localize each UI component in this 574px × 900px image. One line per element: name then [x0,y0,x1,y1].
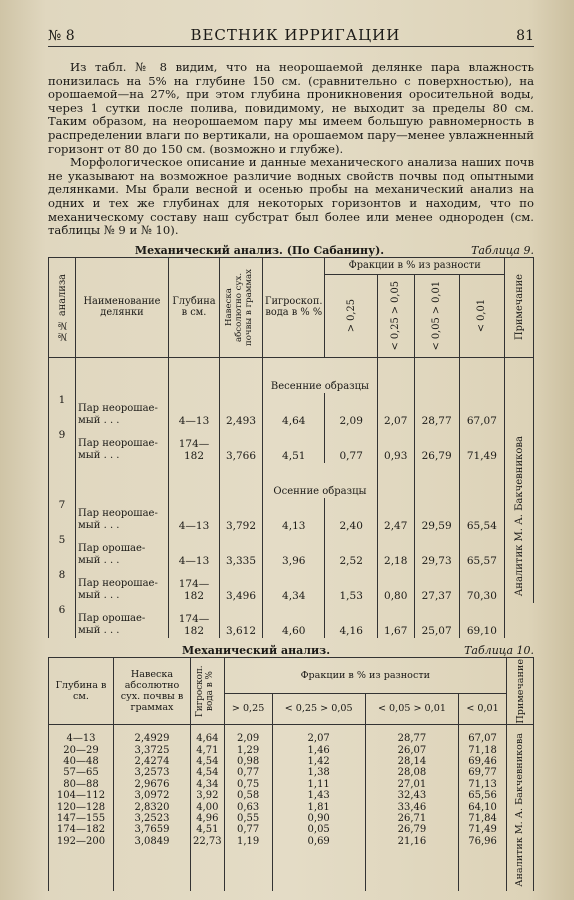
t9-cell: 1 [49,393,76,428]
t9-cell: 26,79 [414,428,459,463]
t10-cell: 1,38 [307,767,330,779]
t10-header-fractions: Фракции в % из разности [224,657,506,693]
t9-cell: 69,10 [459,603,504,638]
t9-cell: 29,73 [414,533,459,568]
t10-cell: 0,69 [307,835,330,847]
t10-cell: 26,71 [397,813,427,825]
t10-col-f3 [365,725,458,891]
t9-header-note: Примечание [513,274,525,341]
t10-cell: 4,54 [196,767,219,779]
t9-header-sample: Навеска абсолютно сух. почвы в граммах [224,268,254,346]
t10-cell: 32,43 [397,790,427,802]
t9-cell: 0,93 [377,428,414,463]
journal-title: ВЕСТНИК ИРРИГАЦИИ [190,26,401,44]
t10-cell: 27,01 [397,778,427,790]
t10-cell: 0,58 [236,790,260,802]
table-row [49,498,534,533]
t10-cell: 33,46 [397,801,427,813]
t9-cell: 2,47 [377,498,414,533]
table-row [49,533,534,568]
t9-cell: 2,09 [325,393,377,428]
t9-cell: 8 [49,568,76,603]
t9-header-f2: < 0,25 > 0,05 [390,281,402,351]
t9-header-fractions: Фракции в % из разности [325,257,505,274]
t9-cell: 0,80 [377,568,414,603]
t10-header-f1: > 0,25 [224,693,272,725]
t10-cell: 104—112 [56,790,106,802]
t10-cell: 0,77 [236,824,260,836]
t9-cell: 2,40 [325,498,377,533]
t9-section-spring: Весенние образцы [263,357,378,393]
t9-cell: 3,766 [220,428,263,463]
t9-cell: 6 [49,603,76,638]
t10-cell: 3,0849 [134,835,170,847]
t10-cell: 0,63 [236,801,260,813]
t9-cell: 3,792 [220,498,263,533]
t10-cell: 71,13 [468,778,497,790]
t9-cell: 174—182 [169,603,220,638]
t10-cell: 4,34 [196,778,219,790]
t10-analyst: Аналитик М. А. Бакчевникова [514,733,526,888]
table-row [49,428,534,463]
t9-cell: 3,335 [220,533,263,568]
t10-cell: 69,46 [468,756,497,768]
t10-cell: 0,75 [236,778,260,790]
t10-header-sample: Навеска абсолютно сух. почвы в граммах [114,657,191,725]
t10-cell: 64,10 [468,801,497,813]
t9-cell: 3,496 [220,568,263,603]
paragraph-2: Морфологическое описание и данные механического анализа наших почв не указывают на возможное различие водных свойств почвы под опытными делянками. Мы брали весной и осенью пробы на механический анализ на одних и тех же глубинах для некоторых горизонтов и находим, что по механическому составу наш субстрат был более или менее однороден (см. таблицы № 9 и № 10). [48,155,534,238]
t10-cell: 2,9676 [134,778,170,790]
t9-cell: Пар орошае- мый . . . [76,533,169,568]
t10-col-depth [49,725,114,891]
t10-cell: 69,77 [468,767,497,779]
t10-cell: 76,96 [468,835,497,847]
t10-cell: 2,07 [307,733,330,745]
t9-cell: 65,57 [459,533,504,568]
issue-number: № 8 [48,28,75,44]
t10-cell: 3,2523 [134,813,170,825]
t10-cell: 40—48 [63,756,99,768]
paragraph-1: Из табл. № 8 видим, что на неорошаемой делянке пара влажность понизилась на 5% на глубине 150 см. (сравнительно с поверхностью), на орошаемой—на 27%, при этом глубина проникновения оросительной воды, через 1 сутки после полива, повидимому, не выходит за пределы 80 см. Таким образом, на неорошаемом пару мы имеем большую равномерность в распределении влаги по вертикали, на орошаемом пару—менее увлажненный горизонт от 80 до 150 см. (возможно и глубже). [48,60,534,156]
t10-header-note: Примечание [514,658,526,724]
t10-cell: 28,14 [397,756,427,768]
t9-cell: 3,612 [220,603,263,638]
t10-cell: 3,3725 [134,744,170,756]
t10-cell: 57—65 [63,767,99,779]
t10-cell: 0,77 [236,767,260,779]
t10-cell: 4,00 [196,801,219,813]
t10-cell: 4,71 [196,744,219,756]
t10-cell: 174—182 [56,824,106,836]
t10-cell: 1,81 [307,801,330,813]
t9-analyst: Аналитик М. А. Бакчевникова [513,436,525,597]
t9-cell: 3,96 [263,533,325,568]
table-9 [48,257,534,638]
t10-cell: 1,11 [307,778,330,790]
t10-cell: 147—155 [56,813,106,825]
t10-cell: 0,05 [307,824,330,836]
t10-cell: 22,73 [193,835,222,847]
t9-cell: 4—13 [169,498,220,533]
t10-cell: 3,92 [196,790,219,802]
t10-cell: 1,43 [307,790,330,802]
t9-cell: 1,53 [325,568,377,603]
t10-cell: 4,64 [196,733,219,745]
t9-cell: 2,493 [220,393,263,428]
t10-cell: 3,2573 [134,767,170,779]
t9-cell: 65,54 [459,498,504,533]
t10-cell: 20—29 [63,744,99,756]
t9-header-num: №№ анализа [56,273,68,341]
t10-header-depth: Глубина в см. [49,657,114,725]
t10-cell: 2,09 [236,733,260,745]
t10-cell: 71,49 [468,824,497,836]
t10-cell: 71,84 [468,813,497,825]
t9-cell: 174—182 [169,568,220,603]
t10-header-f3: < 0,05 > 0,01 [365,693,458,725]
t10-cell: 65,56 [468,790,497,802]
t10-cell: 1,29 [236,744,260,756]
t9-cell: 1,67 [377,603,414,638]
running-header [48,26,534,47]
t10-cell: 28,08 [397,767,427,779]
t9-header-name: Наименование делянки [76,257,169,357]
t10-cell: 3,7659 [134,824,170,836]
t9-cell: 29,59 [414,498,459,533]
t9-header-f3: < 0,05 > 0,01 [431,281,443,351]
t9-cell: 174—182 [169,428,220,463]
table-row [49,603,534,638]
t10-cell: 4—13 [66,733,96,745]
t9-cell: 2,07 [377,393,414,428]
t10-col-sample [114,725,191,891]
t10-cell: 0,90 [307,813,330,825]
t9-cell: Пар неорошае- мый . . . [76,568,169,603]
table9-title: Механический анализ. (По Сабанину). [134,243,385,257]
t9-header-f1: > 0,25 [345,299,357,333]
table-10 [48,657,534,891]
t9-cell: 27,37 [414,568,459,603]
t9-cell: 4,51 [263,428,325,463]
t9-cell: 4—13 [169,393,220,428]
t10-cell: 1,42 [307,756,330,768]
t9-cell: Пар неорошае- мый . . . [76,498,169,533]
t10-cell: 26,79 [397,824,427,836]
t10-cell: 0,98 [236,756,260,768]
t10-col-f4 [459,725,507,891]
t9-cell: 0,77 [325,428,377,463]
t10-cell: 4,96 [196,813,219,825]
t10-cell: 2,4274 [134,756,170,768]
t9-cell: 4,13 [263,498,325,533]
page-number: 81 [516,28,534,44]
t9-cell: Пар орошае- мый . . . [76,603,169,638]
t10-cell: 192—200 [56,835,106,847]
t9-cell: 4,64 [263,393,325,428]
t10-cell: 4,54 [196,756,219,768]
t10-col-hygro [191,725,225,891]
t10-cell: 1,46 [307,744,330,756]
t9-cell: 7 [49,498,76,533]
t10-col-f2 [272,725,365,891]
t9-cell: Пар неорошае- мый . . . [76,428,169,463]
t9-cell: 67,07 [459,393,504,428]
t9-cell: 5 [49,533,76,568]
table-row [49,568,534,603]
t9-cell: 2,18 [377,533,414,568]
t9-cell: 28,77 [414,393,459,428]
t10-cell: 1,19 [236,835,260,847]
table10-label: Таблица 10. [464,643,534,657]
t10-cell: 2,4929 [134,733,170,745]
t10-cell: 80—88 [63,778,99,790]
t10-cell: 0,55 [236,813,260,825]
t10-col-f1 [224,725,272,891]
t9-header-f4: < 0,01 [476,299,488,333]
t9-header-hygro: Гигроскоп. вода в % % [263,257,325,357]
t9-cell: 9 [49,428,76,463]
table-row [49,393,534,428]
t9-header-depth: Глубина в см. [169,257,220,357]
table9-caption [48,244,534,257]
t10-cell: 4,51 [196,824,219,836]
table10-caption [48,644,534,657]
table9-label: Таблица 9. [471,243,534,257]
t10-cell: 2,8320 [134,801,170,813]
t10-cell: 67,07 [468,733,497,745]
t9-cell: 71,49 [459,428,504,463]
t9-cell: 4—13 [169,533,220,568]
t10-header-hygro: Гигроскоп. вода в % [195,665,216,717]
t9-cell: 70,30 [459,568,504,603]
t10-cell: 3,0972 [134,790,170,802]
t9-cell: 4,16 [325,603,377,638]
t10-cell: 28,77 [397,733,427,745]
t10-cell: 120—128 [56,801,106,813]
t9-section-autumn: Осенние образцы [263,463,378,498]
t9-cell: 4,60 [263,603,325,638]
table10-title: Механический анализ. [182,643,331,657]
t10-cell: 26,07 [397,744,427,756]
t10-header-f4: < 0,01 [459,693,507,725]
t9-cell: Пар неорошае- мый . . . [76,393,169,428]
t10-header-f2: < 0,25 > 0,05 [272,693,365,725]
t10-cell: 21,16 [397,835,427,847]
t10-cell: 71,18 [468,744,497,756]
t9-cell: 2,52 [325,533,377,568]
t9-cell: 4,34 [263,568,325,603]
t9-cell: 25,07 [414,603,459,638]
